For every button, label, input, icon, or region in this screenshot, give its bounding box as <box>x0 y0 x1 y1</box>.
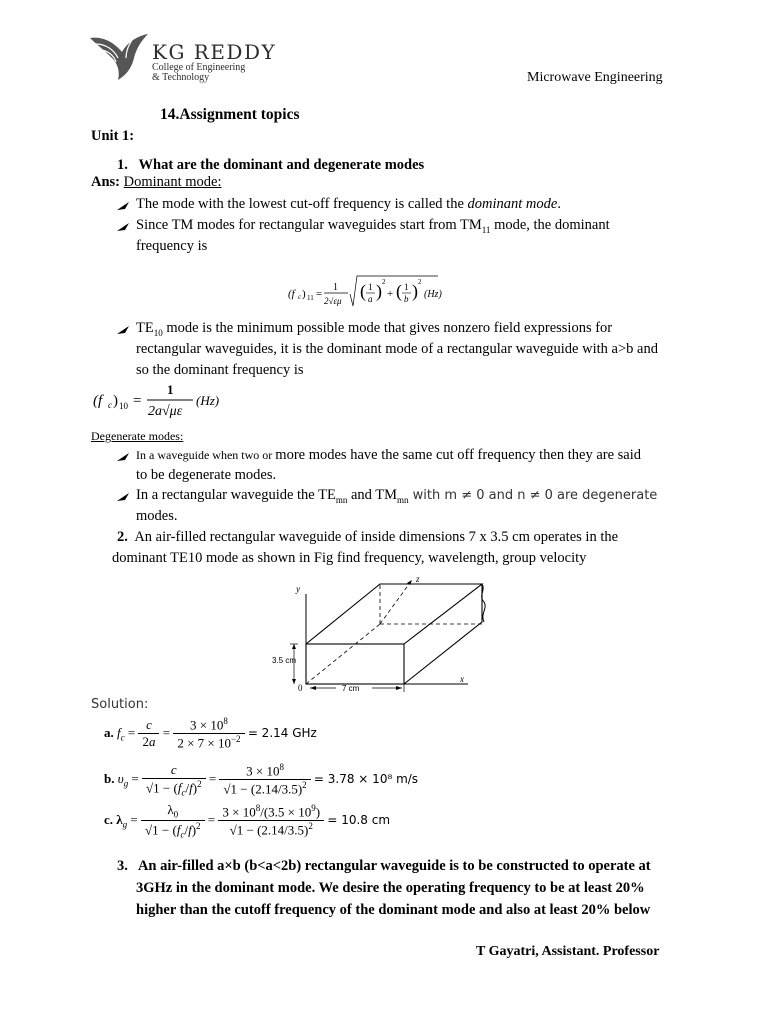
question-3 <box>117 858 651 875</box>
solution-c: c. $\lambda_g$ = $\frac{\lambda_0}{√1 - (f_c/f)^2}$ = $\frac{3 \times 10^8/(3.5 \times 10^9)}{√1 - (2.14/3.5)^2}$ = 10.8 cm <box>104 802 391 840</box>
svg-text:(f: (f <box>93 393 103 409</box>
b2-text: Since TM modes for rectangular waveguides start from TM <box>136 217 482 233</box>
dominant-heading: Dominant mode: <box>123 174 222 190</box>
q2-text-line1: An air-filled rectangular waveguide of inside dimensions 7 x 3.5 cm operates in the <box>134 529 619 545</box>
answer-line <box>91 174 222 191</box>
bullet-dominant-definition <box>136 196 561 213</box>
waveguide-figure <box>268 572 498 694</box>
fig-x-label: x <box>460 674 464 684</box>
q2-number: 2. <box>117 529 128 545</box>
b3-text: mode is the minimum possible mode that gives nonzero field expressions for <box>162 320 613 336</box>
bullet-te10-line3: so the dominant frequency is <box>136 362 304 378</box>
fig-y-label: y <box>296 584 300 594</box>
logo-subtitle-line2: & Technology <box>152 72 210 83</box>
b2-subscript: 11 <box>481 224 491 235</box>
bullet-arrow-icon <box>117 221 131 233</box>
svg-text:): ) <box>412 281 418 301</box>
b3-subscript: 10 <box>153 327 163 338</box>
bullet-tm-modes <box>136 217 610 235</box>
formula-te10-cutoff <box>93 380 233 420</box>
logo-name: KG REDDY <box>152 40 277 64</box>
d1-small-text: In a waveguide when two or <box>136 448 276 462</box>
bullet-arrow-icon <box>117 451 131 463</box>
page-title: 14.Assignment topics <box>160 106 300 123</box>
fig-width-label: 7 cm <box>342 684 360 693</box>
svg-text:1: 1 <box>368 282 373 292</box>
d1-text: more modes have the same cut off frequency then they are said <box>275 447 642 463</box>
question-2-line2: dominant TE10 mode as shown in Fig find frequency, wavelength, group velocity <box>112 550 587 566</box>
subject-header: Microwave Engineering <box>527 70 663 85</box>
svg-text:b: b <box>404 294 409 304</box>
b1-emphasis: dominant mode <box>467 196 558 212</box>
sol-c-result: = 10.8 cm <box>327 812 391 827</box>
svg-text:): ) <box>376 281 382 301</box>
fig-height-label: 3.5 cm <box>272 656 297 665</box>
bullet-degenerate-definition <box>136 447 641 464</box>
logo-subtitle-line1: College of Engineering <box>152 62 246 73</box>
d2-subscript-te: mn <box>335 494 348 505</box>
svg-text:(: ( <box>360 281 366 301</box>
svg-text:+: + <box>387 288 394 300</box>
d2-condition: with m ≠ 0 and n ≠ 0 are degenerate <box>408 488 658 503</box>
svg-text:11: 11 <box>307 294 314 302</box>
bullet-degenerate-line2: to be degenerate modes. <box>136 467 277 483</box>
bullet-degenerate-te-tm <box>136 487 657 505</box>
d2-mid: and TM <box>347 487 398 503</box>
svg-text:2a√με: 2a√με <box>148 404 183 419</box>
degenerate-heading: Degenerate modes: <box>91 429 184 443</box>
bullet-arrow-icon <box>117 200 131 212</box>
sol-b-result: = 3.78 × 10⁸ m/s <box>313 771 419 786</box>
question-2 <box>117 529 618 546</box>
solution-b: b. $\upsilon_g$ = $\frac{c}{√1 - (f_c/f)^2}$ = $\frac{3 \times 10^8}{√1 - (2.14/3.5)^2}$ = 3.78 × 10⁸ m/s <box>104 762 419 798</box>
bullet-degenerate-te-tm-line2: modes. <box>136 508 178 524</box>
svg-text:2: 2 <box>382 278 386 286</box>
question-1 <box>117 157 424 174</box>
logo-subtitle <box>152 63 245 83</box>
q3-number: 3. <box>117 858 128 874</box>
fig-origin-label: 0 <box>298 683 303 693</box>
unit-heading: Unit 1: <box>91 128 135 144</box>
eagle-logo-icon <box>88 32 150 82</box>
bullet-te10-line2: rectangular waveguides, it is the dominant mode of a rectangular waveguide with a>b and <box>136 341 658 357</box>
svg-text:=: = <box>316 288 323 300</box>
svg-text:a: a <box>368 294 373 304</box>
svg-text:10: 10 <box>119 401 128 411</box>
bullet-tm-modes-line2: frequency is <box>136 238 208 254</box>
college-logo <box>88 32 318 82</box>
svg-text:2: 2 <box>418 278 422 286</box>
q3-text-line1: An air-filled a×b (b<a<2b) rectangular waveguide is to be constructed to operate at <box>137 858 651 874</box>
b2-text-end: mode, the dominant <box>490 217 610 233</box>
bullet-arrow-icon <box>117 324 131 336</box>
question-3-line2: 3GHz in the dominant mode. We desire the operating frequency to be at least 20% <box>136 880 645 896</box>
footer-author: T Gayatri, Assistant. Professor <box>476 944 660 959</box>
svg-text:c: c <box>108 400 112 410</box>
bullet-arrow-icon <box>117 491 131 503</box>
svg-text:(Hz): (Hz) <box>424 289 442 300</box>
svg-text:): ) <box>113 393 118 409</box>
q1-number: 1. <box>117 157 128 173</box>
svg-text:1: 1 <box>333 282 338 293</box>
q1-text: What are the dominant and degenerate modes <box>138 157 425 173</box>
solution-label: Solution: <box>91 697 149 712</box>
b1-text: The mode with the lowest cut-off frequency is called the <box>136 196 468 212</box>
svg-text:(f: (f <box>288 288 295 300</box>
question-3-line3: higher than the cutoff frequency of the dominant mode and also at least 20% below <box>136 902 651 918</box>
svg-text:(: ( <box>396 281 402 301</box>
b1-end: . <box>557 196 561 212</box>
d2-text: In a rectangular waveguide the TE <box>136 487 336 503</box>
svg-text:1: 1 <box>167 382 174 397</box>
sol-a-result: = 2.14 GHz <box>247 725 317 740</box>
formula-tm11-cutoff <box>288 272 448 312</box>
svg-text:c: c <box>298 293 302 301</box>
svg-text:(Hz): (Hz) <box>196 393 220 408</box>
svg-text:2√εμ: 2√εμ <box>324 296 342 306</box>
fig-z-label: z <box>416 574 420 584</box>
d2-subscript-tm: mn <box>397 494 409 505</box>
ans-label: Ans: <box>91 174 121 190</box>
b3-te: TE <box>136 320 154 336</box>
solution-a: a. $f_c$ = $\frac{c}{2a}$ = $\frac{3 \times 10^8}{2 \times 7 \times 10^{-2}}$ = 2.14 GHz <box>104 716 317 751</box>
svg-text:): ) <box>302 288 306 300</box>
svg-text:1: 1 <box>404 282 409 292</box>
bullet-te10 <box>136 320 612 338</box>
svg-text:=: = <box>133 393 142 409</box>
